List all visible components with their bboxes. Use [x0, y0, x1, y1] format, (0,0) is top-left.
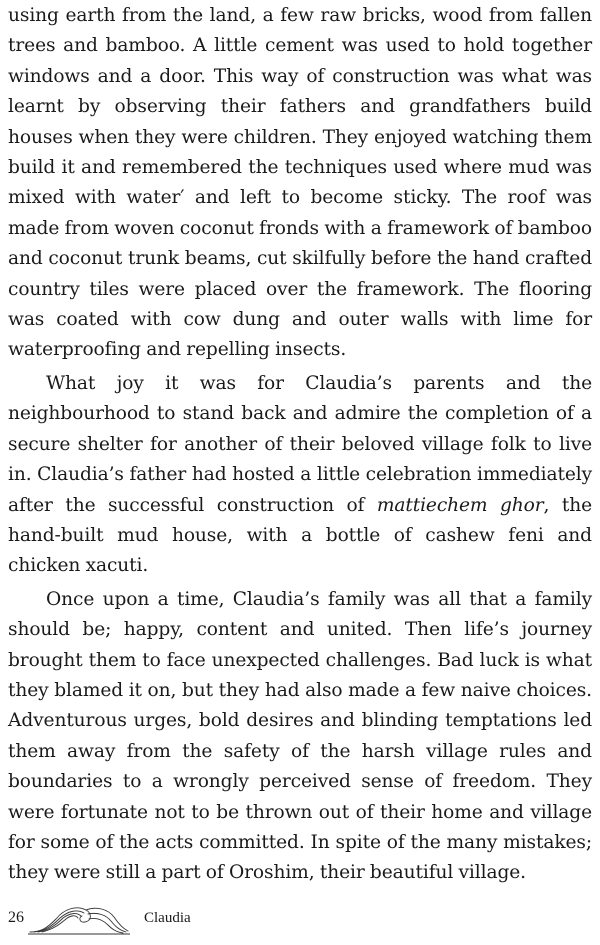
paragraph-1: using earth from the land, a few raw bricks, wood from fallen trees and bamboo. A little cement was used to hold together windows and a door. This way of construction was what was learnt by observing their fathers and grandfathers build houses when they were children. They enjoyed watching them build it and remembered the techniques used where mud was mixed with water′ and left to become sticky. The roof was made from woven coconut fronds with a framework of bamboo and coconut trunk beams, cut skilfully before the hand crafted country tiles were placed over the framework. The flooring was coated with cow dung and outer walls with lime for waterproofing and repelling insects. [8, 5, 592, 361]
running-title: Claudia [144, 910, 191, 926]
wave-ornament-icon [28, 901, 130, 935]
paragraph-2-italic-term: mattiechem ghor [376, 494, 544, 516]
paragraph-3: Once upon a time, Claudia’s family was all that a family should be; happy, content and united. Then life’s journey brought them to face unexpected challenges. Bad luck is what they blamed it on, but they had also made a few naive choices. Adventurous urges, bold desires and blinding temptations led them away from the safety of the harsh village rules and boundaries to a wrongly perceived sense of freedom. They were fortunate not to be thrown out of their home and village for some of the acts committed. In spite of the many mistakes; they were still a part of Oroshim, their beautiful village. [8, 588, 592, 884]
page-number: 26 [8, 909, 24, 926]
page-body [8, 1, 592, 889]
paragraph-2-text-end: , the hand-built mud house, with a bottle of cashew feni and chicken xacuti. [8, 494, 592, 577]
page-footer [0, 895, 600, 945]
paragraph-2-text-start: What joy it was for Claudia’s parents and the neighbourhood to stand back and admire the completion of a secure shelter for another of their beloved village folk to live in. Claudia’s father had hosted a little celebration immediately after the successful construction of [8, 372, 592, 516]
paragraph-2 [8, 369, 592, 582]
